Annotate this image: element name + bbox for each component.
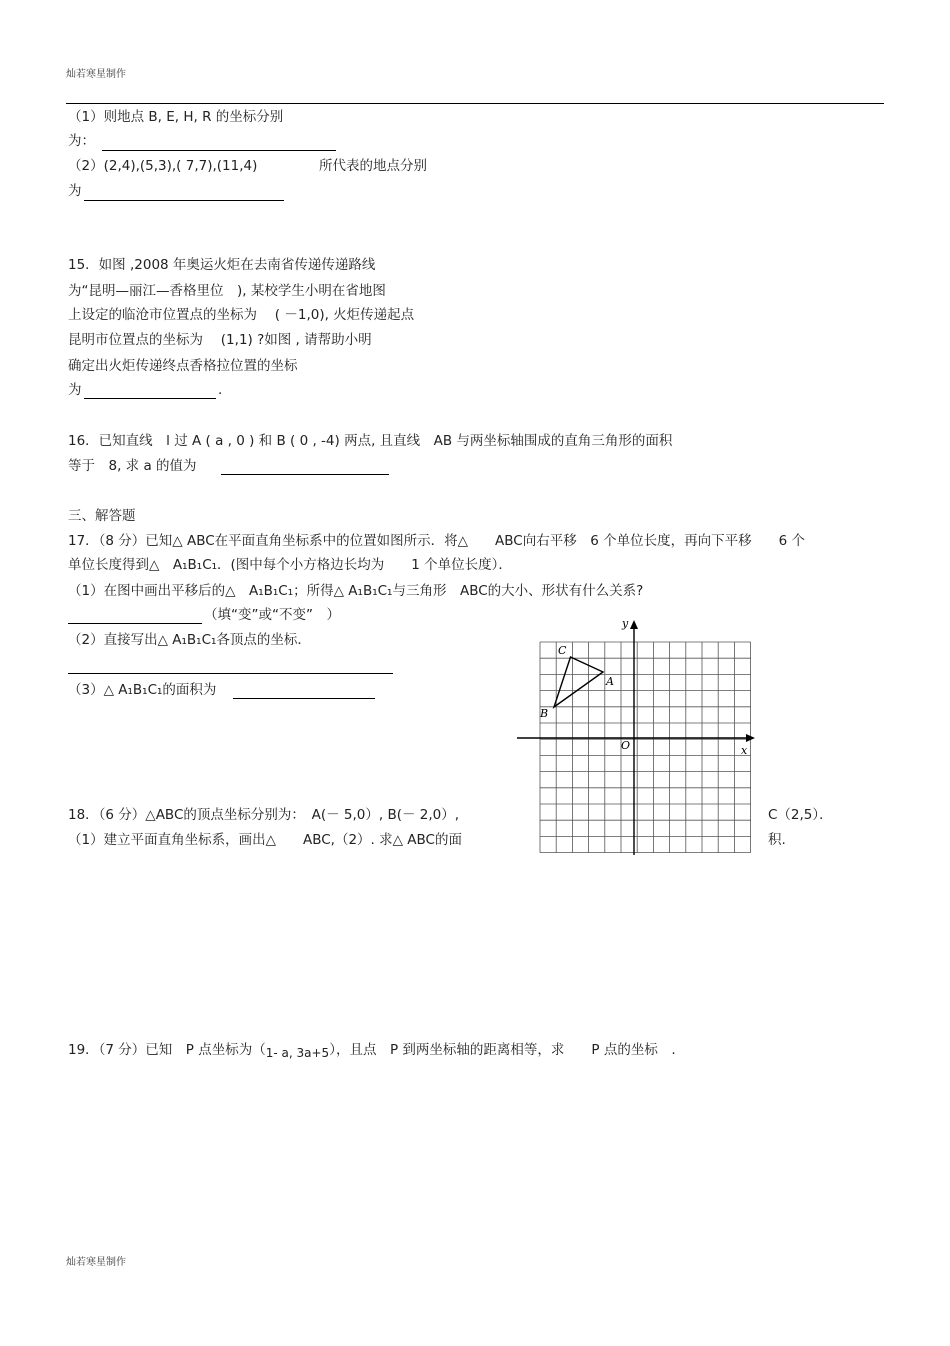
vertex-a-label: A xyxy=(606,675,614,688)
q15-line6: 为 xyxy=(68,382,82,398)
q14-part1-line1: （1）则地点 B, E, H, R 的坐标分别 xyxy=(68,109,284,125)
y-axis-arrow xyxy=(630,620,638,629)
q15-line3: 上设定的临沧市位置点的坐标为 ( －1,0), 火炬传递起点 xyxy=(68,307,415,323)
q14-part1-line2: 为： xyxy=(68,133,95,149)
q15-line6-end: . xyxy=(218,382,223,398)
q14-part2-line1: （2）(2,4),(5,3),( 7,7),(11,4) xyxy=(68,158,258,174)
footer-watermark: 灿若寒星制作 xyxy=(66,1257,126,1268)
q17-line3: （1）在图中画出平移后的△ A₁B₁C₁；所得△ A₁B₁C₁与三角形 ABC的大小、形状有什么关系? xyxy=(68,583,644,599)
q18-line1-end: C（2,5）． xyxy=(768,807,833,823)
q19-text-c: ），且点 P 到两坐标轴的距离相等，求 P 点的坐标 . xyxy=(329,1042,676,1058)
grid-lines xyxy=(540,642,751,853)
answer-blank xyxy=(84,398,216,399)
q15-line2: 为“昆明—丽江—香格里位 ), 某校学生小明在省地图 xyxy=(68,283,386,299)
q19-coordinate: 1- a, 3a+5 xyxy=(265,1046,330,1060)
answer-blank xyxy=(84,200,284,201)
q17-line1: 17．（8 分）已知△ ABC在平面直角坐标系中的位置如图所示．将△ ABC向右平移 6 个单位长度，再向下平移 6 个 xyxy=(68,533,805,549)
q15-line1: 15．如图 ,2008 年奥运火炬在去南省传递传递路线 xyxy=(68,257,376,273)
y-axis-label: y xyxy=(622,617,629,630)
answer-blank xyxy=(68,623,202,624)
answer-blank xyxy=(102,150,336,151)
q17-line2: 单位长度得到△ A₁B₁C₁．(图中每个小方格边长均为 1 个单位长度）． xyxy=(68,557,512,573)
coordinate-grid-figure xyxy=(515,615,765,860)
q17-line6: （3）△ A₁B₁C₁的面积为 xyxy=(68,682,217,698)
q15-line5: 确定出火炬传递终点香格拉位置的坐标 xyxy=(68,358,298,374)
q18-line2-end: 积. xyxy=(768,832,786,848)
q14-part2-line1-end: 所代表的地点分别 xyxy=(319,158,427,174)
q15-line4: 昆明市位置点的坐标为 (1,1) ?如图 , 请帮助小明 xyxy=(68,332,372,348)
q19-text-a: 19．（7 分）已知 P 点坐标为（ xyxy=(68,1042,266,1058)
x-axis-label: x xyxy=(741,744,748,757)
section-title: 三、解答题 xyxy=(68,508,136,524)
vertex-c-label: C xyxy=(558,644,567,657)
q19-line1 xyxy=(68,1041,676,1059)
q17-line5: （2）直接写出△ A₁B₁C₁各顶点的坐标． xyxy=(68,632,311,648)
answer-blank xyxy=(221,474,389,475)
header-rule xyxy=(66,103,884,104)
vertex-b-label: B xyxy=(540,707,549,720)
header-watermark: 灿若寒星制作 xyxy=(66,69,126,80)
q18-line2: （1）建立平面直角坐标系，画出△ ABC,（2）. 求△ ABC的面 xyxy=(68,832,462,848)
q17-line4: （填“变”或“不变” ） xyxy=(204,607,340,623)
q18-line1: 18．（6 分）△ABC的顶点坐标分别为： A(－ 5,0）, B(－ 2,0）, xyxy=(68,807,460,823)
q14-part2-line2: 为 xyxy=(68,183,82,199)
q16-line2: 等于 8, 求 a 的值为 xyxy=(68,458,197,474)
answer-blank xyxy=(233,698,375,699)
origin-label: O xyxy=(621,739,631,752)
triangle-abc xyxy=(554,657,603,707)
answer-blank xyxy=(68,673,393,674)
q16-line1: 16．已知直线 l 过 A ( a , 0 ) 和 B ( 0 , -4) 两点, 且直线 AB 与两坐标轴围成的直角三角形的面积 xyxy=(68,433,673,449)
